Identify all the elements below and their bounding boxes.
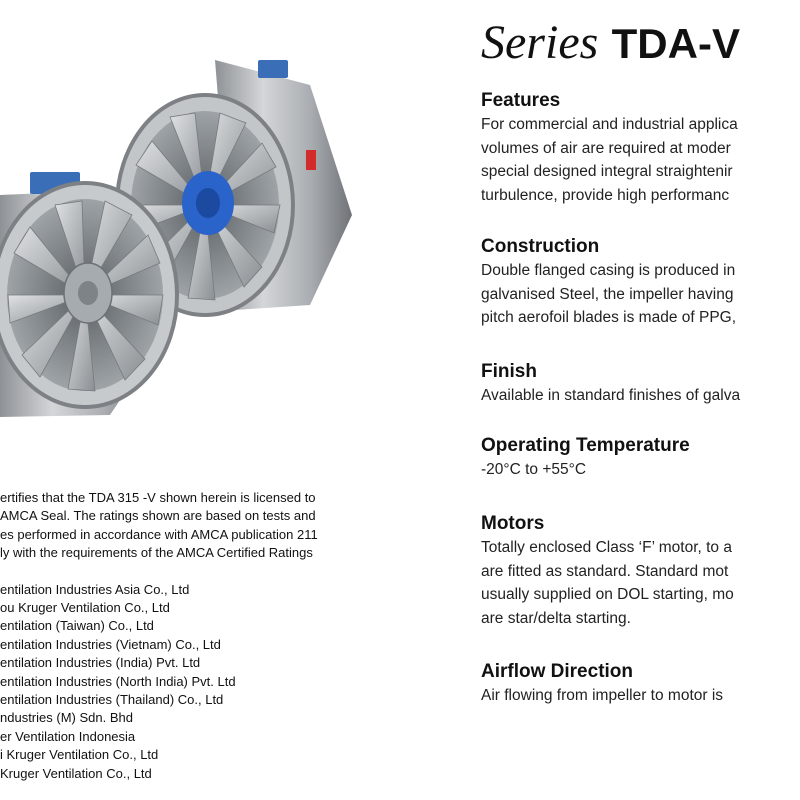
company-item: ndustries (M) Sdn. Bhd — [0, 710, 133, 726]
company-item: er Ventilation Indonesia — [0, 728, 136, 744]
section-features — [481, 90, 800, 207]
text-line: usually supplied on DOL starting, mo — [481, 586, 734, 603]
company-item: entilation Industries Asia Co., Ltd — [0, 581, 190, 597]
company-list — [0, 581, 400, 783]
text-line: For commercial and industrial applica — [481, 116, 738, 133]
certification-notice — [0, 489, 400, 783]
text-line: volumes of air are required at moder — [481, 139, 731, 157]
motors-heading: Motors — [481, 513, 545, 534]
section-construction — [481, 236, 800, 330]
text-line: Air flowing from impeller to motor is — [481, 687, 724, 704]
motors-body — [481, 536, 800, 630]
finish-heading: Finish — [481, 361, 537, 382]
cert-line: ly with the requirements of the AMCA Certified Ratings — [0, 545, 313, 561]
company-item: i Kruger Ventilation Co., Ltd — [0, 747, 159, 763]
company-item: ou Kruger Ventilation Co., Ltd — [0, 600, 170, 616]
page-title — [481, 14, 740, 73]
title-model: TDA-V — [611, 20, 740, 67]
text-line: are star/delta starting. — [481, 609, 631, 627]
cert-line: ertifies that the TDA 315 -V shown herein is licensed to — [0, 490, 316, 505]
title-series: Series — [481, 16, 599, 69]
airflow-direction-body — [481, 684, 800, 708]
airflow-direction-heading: Airflow Direction — [481, 661, 634, 682]
section-operating-temperature — [481, 435, 800, 482]
text-line: Double flanged casing is produced in — [481, 262, 736, 279]
text-line: Totally enclosed Class ‘F’ motor, to a — [481, 539, 732, 556]
cert-line: AMCA Seal. The ratings shown are based on tests and — [0, 508, 316, 524]
company-item: Kruger Ventilation Co., Ltd — [0, 765, 152, 781]
company-item: entilation Industries (India) Pvt. Ltd — [0, 655, 201, 671]
text-line: turbulence, provide high performanc — [481, 186, 730, 204]
text-line: Available in standard finishes of galva — [481, 387, 741, 404]
section-motors — [481, 513, 800, 630]
operating-temperature-body — [481, 458, 800, 482]
fan-product-image — [0, 55, 370, 445]
cert-line: es performed in accordance with AMCA publication 211 — [0, 526, 318, 542]
junction-box-icon — [258, 60, 288, 78]
features-heading: Features — [481, 90, 561, 111]
section-airflow-direction — [481, 661, 800, 708]
red-label — [306, 150, 316, 170]
text-line: are fitted as standard. Standard mot — [481, 562, 729, 580]
company-item: entilation Industries (Vietnam) Co., Ltd — [0, 636, 221, 652]
finish-body — [481, 384, 800, 408]
text-line: special designed integral straightenir — [481, 163, 733, 180]
text-line: galvanised Steel, the impeller having — [481, 285, 734, 303]
features-body — [481, 113, 800, 207]
construction-heading: Construction — [481, 236, 600, 257]
section-finish — [481, 361, 800, 408]
company-item: entilation Industries (Thailand) Co., Ltd — [0, 692, 224, 708]
text-line: pitch aerofoil blades is made of PPG, — [481, 309, 737, 326]
text-line: -20°C to +55°C — [481, 461, 587, 478]
construction-body — [481, 259, 800, 330]
company-item: entilation (Taiwan) Co., Ltd — [0, 618, 154, 634]
company-item: entilation Industries (North India) Pvt. Ltd — [0, 673, 236, 689]
operating-temperature-heading: Operating Temperature — [481, 435, 690, 456]
